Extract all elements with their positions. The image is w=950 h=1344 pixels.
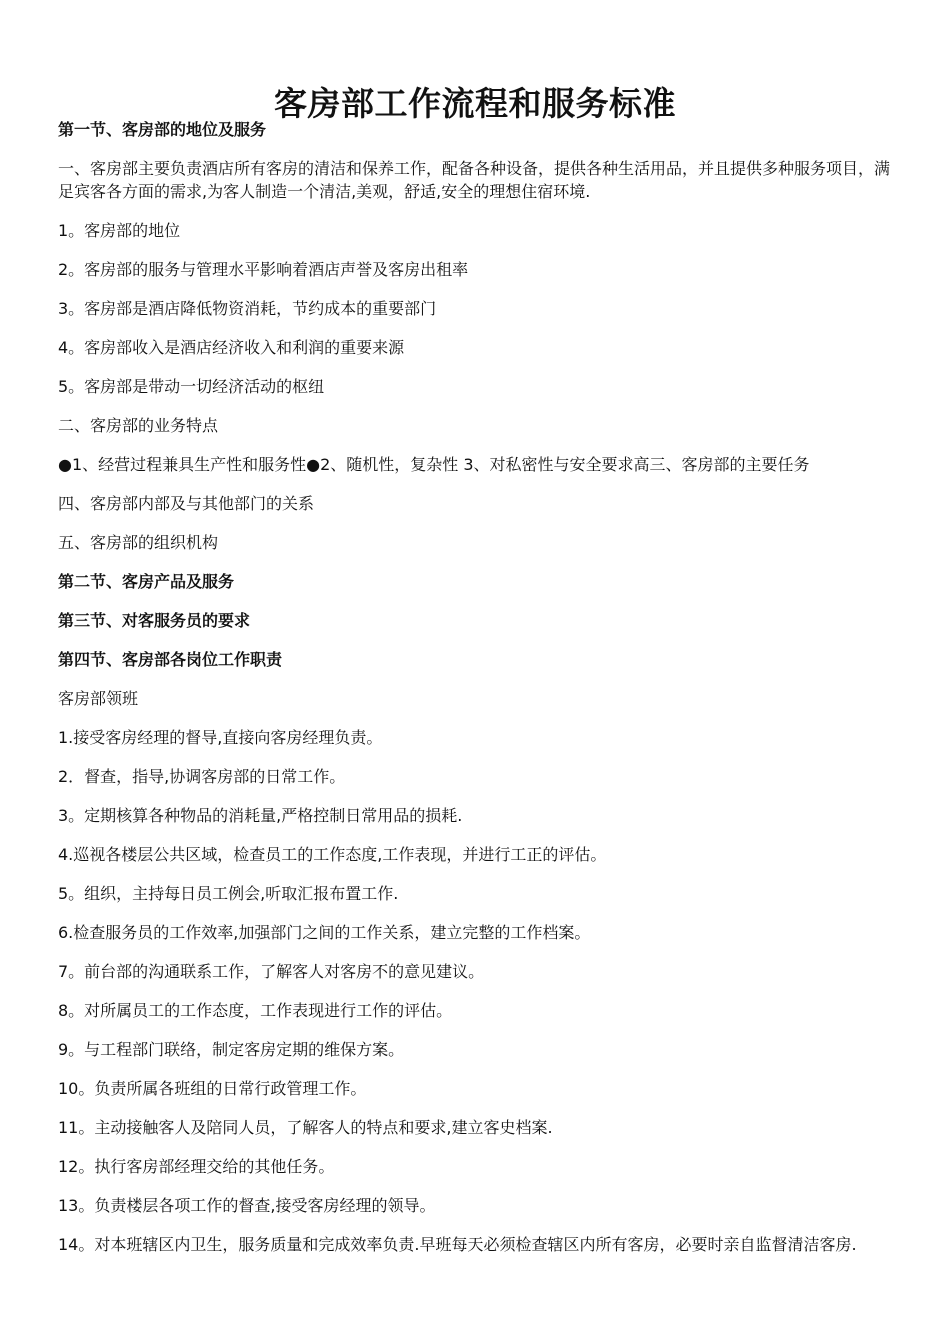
paragraph: 3。客房部是酒店降低物资消耗，节约成本的重要部门	[58, 299, 437, 318]
paragraph: 6.检查服务员的工作效率,加强部门之间的工作关系，建立完整的工作档案。	[58, 923, 591, 942]
document-title: 客房部工作流程和服务标准	[274, 84, 676, 124]
paragraph: 14。对本班辖区内卫生，服务质量和完成效率负责.早班每天必须检查辖区内所有客房，必要时亲自监督清洁客房.	[58, 1235, 857, 1254]
paragraph: 1。客房部的地位	[58, 221, 181, 240]
paragraph: 一、客房部主要负责酒店所有客房的清洁和保养工作，配备各种设备，提供各种生活用品，并且提供多种服务项目，满足宾客各方面的需求,为客人制造一个清洁,美观，舒适,安全的理想住宿环境.	[58, 159, 891, 201]
paragraph: 1.接受客房经理的督导,直接向客房经理负责。	[58, 728, 383, 747]
paragraph: 5。组织，主持每日员工例会,听取汇报布置工作.	[58, 884, 399, 903]
section-heading: 第一节、客房部的地位及服务	[58, 120, 267, 139]
section-heading: 第三节、对客服务员的要求	[58, 611, 251, 630]
section-heading: 第二节、客房产品及服务	[58, 572, 235, 591]
paragraph: 11。主动接触客人及陪同人员，了解客人的特点和要求,建立客史档案.	[58, 1118, 553, 1137]
section-heading: 第四节、客房部各岗位工作职责	[58, 650, 283, 669]
paragraph: 10。负责所属各班组的日常行政管理工作。	[58, 1079, 367, 1098]
paragraph: 2．督查，指导,协调客房部的日常工作。	[58, 767, 346, 786]
paragraph: 8。对所属员工的工作态度，工作表现进行工作的评估。	[58, 1001, 453, 1020]
paragraph: 3。定期核算各种物品的消耗量,严格控制日常用品的损耗.	[58, 806, 463, 825]
paragraph: 客房部领班	[58, 689, 139, 708]
paragraph: 二、客房部的业务特点	[58, 416, 219, 435]
paragraph: 4.巡视各楼层公共区域，检查员工的工作态度,工作表现，并进行工正的评估。	[58, 845, 607, 864]
paragraph: 9。与工程部门联络，制定客房定期的维保方案。	[58, 1040, 405, 1059]
paragraph: 7。前台部的沟通联系工作，了解客人对客房不的意见建议。	[58, 962, 485, 981]
paragraph: 5。客房部是带动一切经济活动的枢纽	[58, 377, 325, 396]
paragraph: 2。客房部的服务与管理水平影响着酒店声誉及客房出租率	[58, 260, 469, 279]
paragraph: 12。执行客房部经理交给的其他任务。	[58, 1157, 335, 1176]
paragraph: 4。客房部收入是酒店经济收入和利润的重要来源	[58, 338, 405, 357]
paragraph: ●1、经营过程兼具生产性和服务性●2、随机性，复杂性 3、对私密性与安全要求高三、客房部的主要任务	[58, 455, 810, 474]
paragraph: 五、客房部的组织机构	[58, 533, 219, 552]
paragraph: 四、客房部内部及与其他部门的关系	[58, 494, 315, 513]
document-body	[58, 118, 892, 1272]
paragraph: 13。负责楼层各项工作的督查,接受客房经理的领导。	[58, 1196, 436, 1215]
